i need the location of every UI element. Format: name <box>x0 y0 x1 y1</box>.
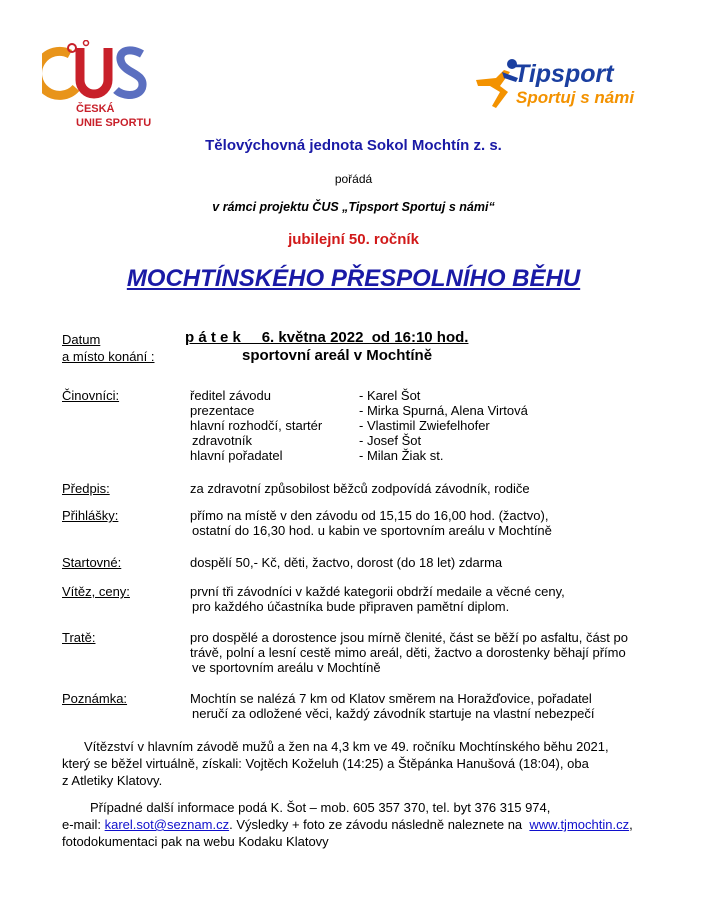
date-value: p á t e k 6. května 2022 od 16:10 hod. <box>185 329 469 346</box>
website-link[interactable]: www.tjmochtin.cz <box>529 817 630 832</box>
comma: , <box>629 817 633 832</box>
officials-label: Činovníci: <box>62 388 120 403</box>
email-link[interactable]: karel.sot@seznam.cz <box>104 817 230 832</box>
note-label: Poznámka: <box>62 691 128 706</box>
official-name: - Milan Žiak st. <box>359 448 444 463</box>
cus-emblem-icon <box>42 40 157 102</box>
registration-label: Přihlášky: <box>62 508 119 523</box>
fee-label: Startovné: <box>62 555 122 570</box>
tipsport-logo <box>474 56 674 116</box>
official-name: - Josef Šot <box>359 433 422 448</box>
info-line: Případné další informace podá K. Šot – mob. 605 357 370, tel. byt 376 315 974, <box>90 800 551 815</box>
fee-text: dospělí 50,- Kč, děti, žactvo, dorost (do 18 let) zdarma <box>190 555 503 570</box>
tracks-line: trávě, polní a lesní cestě mimo areál, děti, žactvo a dorostenky běhají přímo <box>190 645 626 660</box>
prizes-label: Vítěz, ceny: <box>62 584 130 599</box>
tipsport-brand: Tipsport <box>514 60 614 88</box>
event-title: MOCHTÍNSKÉHO PŘESPOLNÍHO BĚHU <box>126 265 581 292</box>
official-name: - Mirka Spurná, Alena Virtová <box>359 403 528 418</box>
results-text: . Výsledky + foto ze závodu následně naleznete na <box>229 817 530 832</box>
info-line: fotodokumentaci pak na webu Kodaku Klatovy <box>62 834 329 849</box>
cus-logo-line2: UNIE SPORTU <box>76 117 152 129</box>
project-line: v rámci projektu ČUS „Tipsport Sportuj s námi“ <box>212 200 495 214</box>
tracks-label: Tratě: <box>62 630 96 645</box>
venue-value: sportovní areál v Mochtíně <box>242 347 433 364</box>
organizer: Tělovýchovná jednota Sokol Mochtín z. s. <box>205 137 502 154</box>
edition: jubilejní 50. ročník <box>288 231 419 248</box>
info-line-2 <box>62 816 633 834</box>
winners-line: z Atletiky Klatovy. <box>62 773 163 788</box>
tipsport-slogan: Sportuj s námi <box>516 88 635 107</box>
official-role: prezentace <box>190 403 255 418</box>
winners-line: Vítězství v hlavním závodě mužů a žen na 4,3 km ve 49. ročníku Mochtínského běhu 2021, <box>84 739 609 754</box>
official-role: hlavní rozhodčí, startér <box>190 418 323 433</box>
prizes-line: první tři závodníci v každé kategorii obdrží medaile a věcné ceny, <box>190 584 565 599</box>
rules-text: za zdravotní způsobilost běžců zodpovídá závodník, rodiče <box>190 481 530 496</box>
official-name: - Karel Šot <box>359 388 421 403</box>
organizes-label: pořádá <box>334 172 373 186</box>
email-prefix: e-mail: <box>62 817 105 832</box>
note-line: neručí za odložené věci, každý závodník startuje na vlastní nebezpečí <box>192 706 595 721</box>
date-label: Datum <box>62 332 101 347</box>
winners-line: který se běžel virtuálně, získali: Vojtěch Koželuh (14:25) a Štěpánka Hanušová (18:04), oba <box>62 756 589 771</box>
prizes-line: pro každého účastníka bude připraven pamětní diplom. <box>192 599 510 614</box>
official-role: hlavní pořadatel <box>190 448 283 463</box>
official-role: ředitel závodu <box>190 388 271 403</box>
note-line: Mochtín se nalézá 7 km od Klatov směrem na Horažďovice, pořadatel <box>190 691 592 706</box>
tracks-line: ve sportovním areálu v Mochtíně <box>192 660 381 675</box>
cus-logo-line1: ČESKÁ <box>76 103 115 115</box>
tracks-line: pro dospělé a dorostence jsou mírně členité, část se běží po asfaltu, část po <box>190 630 628 645</box>
registration-line: ostatní do 16,30 hod. u kabin ve sportovním areálu v Mochtíně <box>192 523 552 538</box>
cus-logo <box>42 40 162 135</box>
rules-label: Předpis: <box>62 481 110 496</box>
registration-line: přímo na místě v den závodu od 15,15 do 16,00 hod. (žactvo), <box>190 508 549 523</box>
official-name: - Vlastimil Zwiefelhofer <box>359 418 490 433</box>
official-role: zdravotník <box>192 433 252 448</box>
venue-label: a místo konání : <box>62 349 155 364</box>
